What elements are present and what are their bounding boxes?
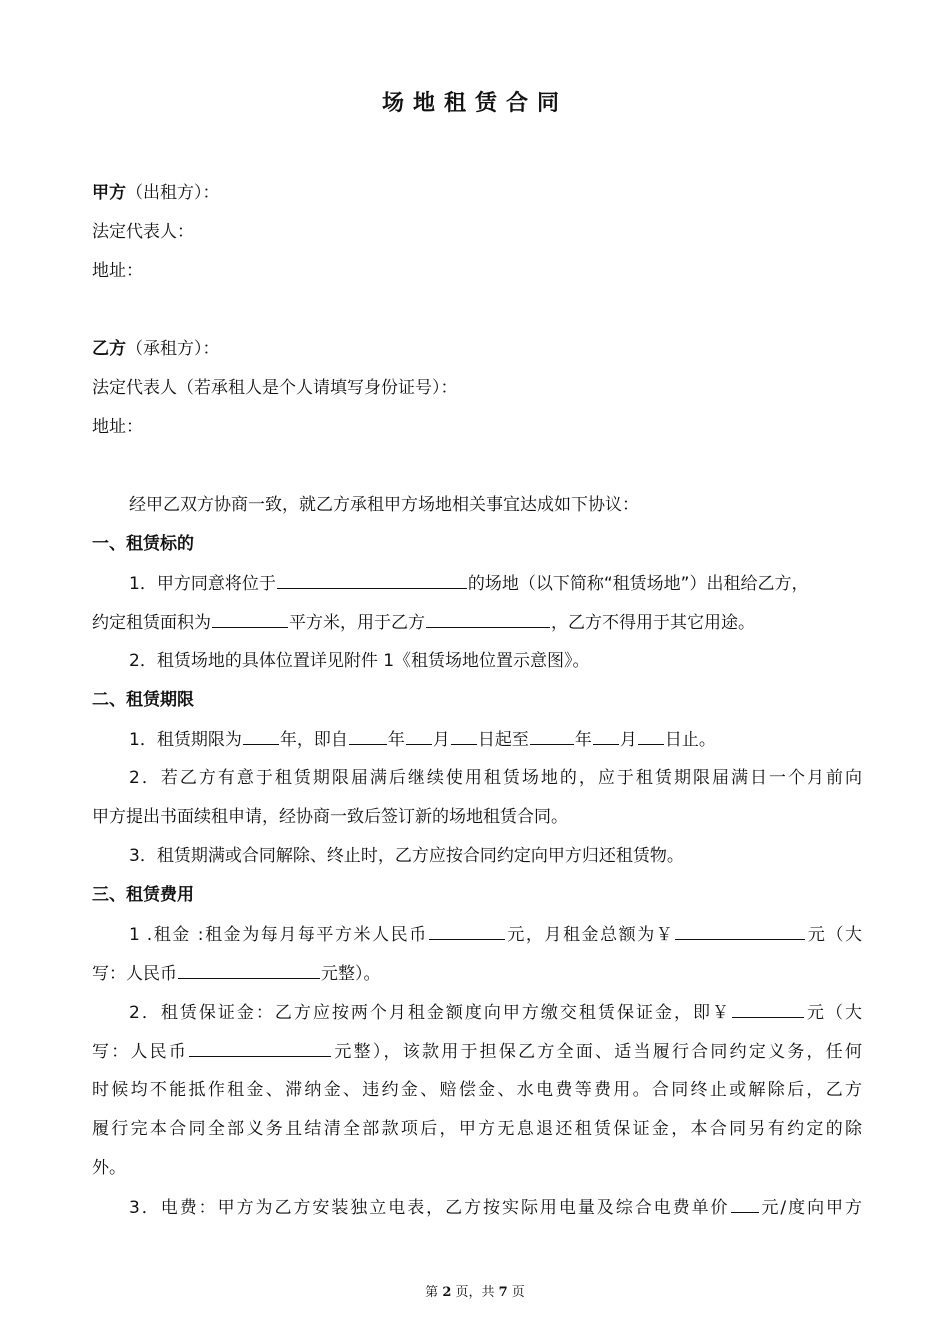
document-title: 场地租赁合同 <box>381 91 568 116</box>
text-fragment: 3．电费：甲方为乙方安装独立电表，乙方按实际用电量及综合电费单价 <box>129 1198 730 1218</box>
s2-clause-3: 3．租赁期满或合同解除、终止时，乙方应按合同约定向甲方归还租赁物。 <box>129 846 684 866</box>
section-2-heading: 二、租赁期限 <box>92 690 194 710</box>
electricity-price-blank <box>731 1195 759 1213</box>
deposit-in-words-blank <box>189 1039 331 1057</box>
end-year-blank <box>530 727 574 745</box>
total-pages-number: 7 <box>498 1285 508 1300</box>
rent-per-sqm-blank <box>429 922 505 940</box>
end-day-blank <box>638 727 664 745</box>
text-fragment: 日起至 <box>477 730 529 750</box>
text-fragment: 元（大 <box>804 1003 862 1023</box>
party-a-rep: 法定代表人： <box>92 222 194 242</box>
text-fragment: 元，月租金总额为￥ <box>505 925 675 945</box>
footer-text: 页 <box>507 1285 525 1300</box>
s3-clause-3-line-1 <box>129 1195 862 1220</box>
s3-clause-2-line-5: 外。 <box>92 1158 126 1178</box>
rent-in-words-blank <box>178 961 320 979</box>
text-fragment: 年 <box>387 730 405 750</box>
end-month-blank <box>593 727 619 745</box>
s3-clause-2-line-1 <box>129 1000 862 1025</box>
text-fragment: 年，即自 <box>279 730 348 750</box>
s1-clause-1-line-2 <box>92 610 862 635</box>
start-month-blank <box>406 727 432 745</box>
s3-clause-2-line-4: 履行完本合同全部义务且结清全部款项后，甲方无息退还租赁保证金，本合同另有约定的除 <box>92 1119 862 1139</box>
text-fragment: 月 <box>432 730 450 750</box>
party-a-line <box>92 181 862 205</box>
s2-clause-1 <box>129 727 862 752</box>
years-blank <box>243 727 279 745</box>
text-fragment: 写：人民币 <box>92 964 177 984</box>
usage-blank <box>426 610 550 628</box>
location-blank <box>277 571 467 589</box>
area-blank <box>212 610 288 628</box>
text-fragment: 月 <box>619 730 637 750</box>
s3-clause-1-line-1 <box>129 922 862 947</box>
deposit-blank <box>732 1000 804 1018</box>
text-fragment: 1 .租金 :租金为每月每平方米人民币 <box>129 925 428 945</box>
party-b-role: （承租方）： <box>126 339 220 359</box>
text-fragment: 元整）。 <box>321 964 381 984</box>
monthly-rent-blank <box>675 922 805 940</box>
party-b-line <box>92 337 862 361</box>
footer-text: 第 <box>425 1285 443 1300</box>
text-fragment: 元/度向甲方 <box>759 1198 862 1218</box>
text-fragment: 1．租赁期限为 <box>129 730 242 750</box>
text-fragment: 写：人民币 <box>92 1042 189 1062</box>
s1-clause-1-line-1 <box>129 571 862 596</box>
s3-clause-2-line-3: 时候均不能抵作租金、滞纳金、违约金、赔偿金、水电费等费用。合同终止或解除后，乙方 <box>92 1080 862 1100</box>
text-fragment: 的场地（以下简称“租赁场地”）出租给乙方， <box>467 574 809 594</box>
party-b-rep: 法定代表人（若承租人是个人请填写身份证号）： <box>92 378 458 398</box>
text-fragment: 元整），该款用于担保乙方全面、适当履行合同约定义务，任何 <box>332 1042 863 1062</box>
s2-clause-2-line-1: 2．若乙方有意于租赁期限届满后继续使用租赁场地的，应于租赁期限届满日一个月前向 <box>129 768 862 788</box>
text-fragment: 年 <box>574 730 592 750</box>
section-3-heading: 三、租赁费用 <box>92 885 194 905</box>
page-footer <box>0 1281 950 1300</box>
start-day-blank <box>451 727 477 745</box>
s3-clause-2-line-2 <box>92 1039 862 1064</box>
text-fragment: 平方米，用于乙方 <box>289 613 425 633</box>
text-fragment: 约定租赁面积为 <box>92 613 211 633</box>
start-year-blank <box>349 727 387 745</box>
text-fragment: ，乙方不得用于其它用途。 <box>551 613 755 633</box>
current-page-number: 2 <box>442 1285 452 1300</box>
party-a-role: （出租方）： <box>126 183 220 203</box>
text-fragment: 1．甲方同意将位于 <box>129 574 276 594</box>
party-a-label: 甲方 <box>92 183 126 203</box>
text-fragment: 元（大 <box>806 925 862 945</box>
s2-clause-2-line-2: 甲方提出书面续租申请，经协商一致后签订新的场地租赁合同。 <box>92 807 568 827</box>
s1-clause-2: 2．租赁场地的具体位置详见附件 1《租赁场地位置示意图》。 <box>129 651 590 671</box>
intro-paragraph: 经甲乙双方协商一致，就乙方承租甲方场地相关事宜达成如下协议： <box>129 495 639 515</box>
party-b-address: 地址： <box>92 417 143 437</box>
party-a-address: 地址： <box>92 261 143 281</box>
party-b-label: 乙方 <box>92 339 126 359</box>
footer-text: 页，共 <box>451 1285 499 1300</box>
text-fragment: 2．租赁保证金：乙方应按两个月租金额度向甲方缴交租赁保证金，即￥ <box>129 1003 731 1023</box>
section-1-heading: 一、租赁标的 <box>92 534 194 554</box>
text-fragment: 日止。 <box>664 730 716 750</box>
s3-clause-1-line-2 <box>92 961 862 986</box>
